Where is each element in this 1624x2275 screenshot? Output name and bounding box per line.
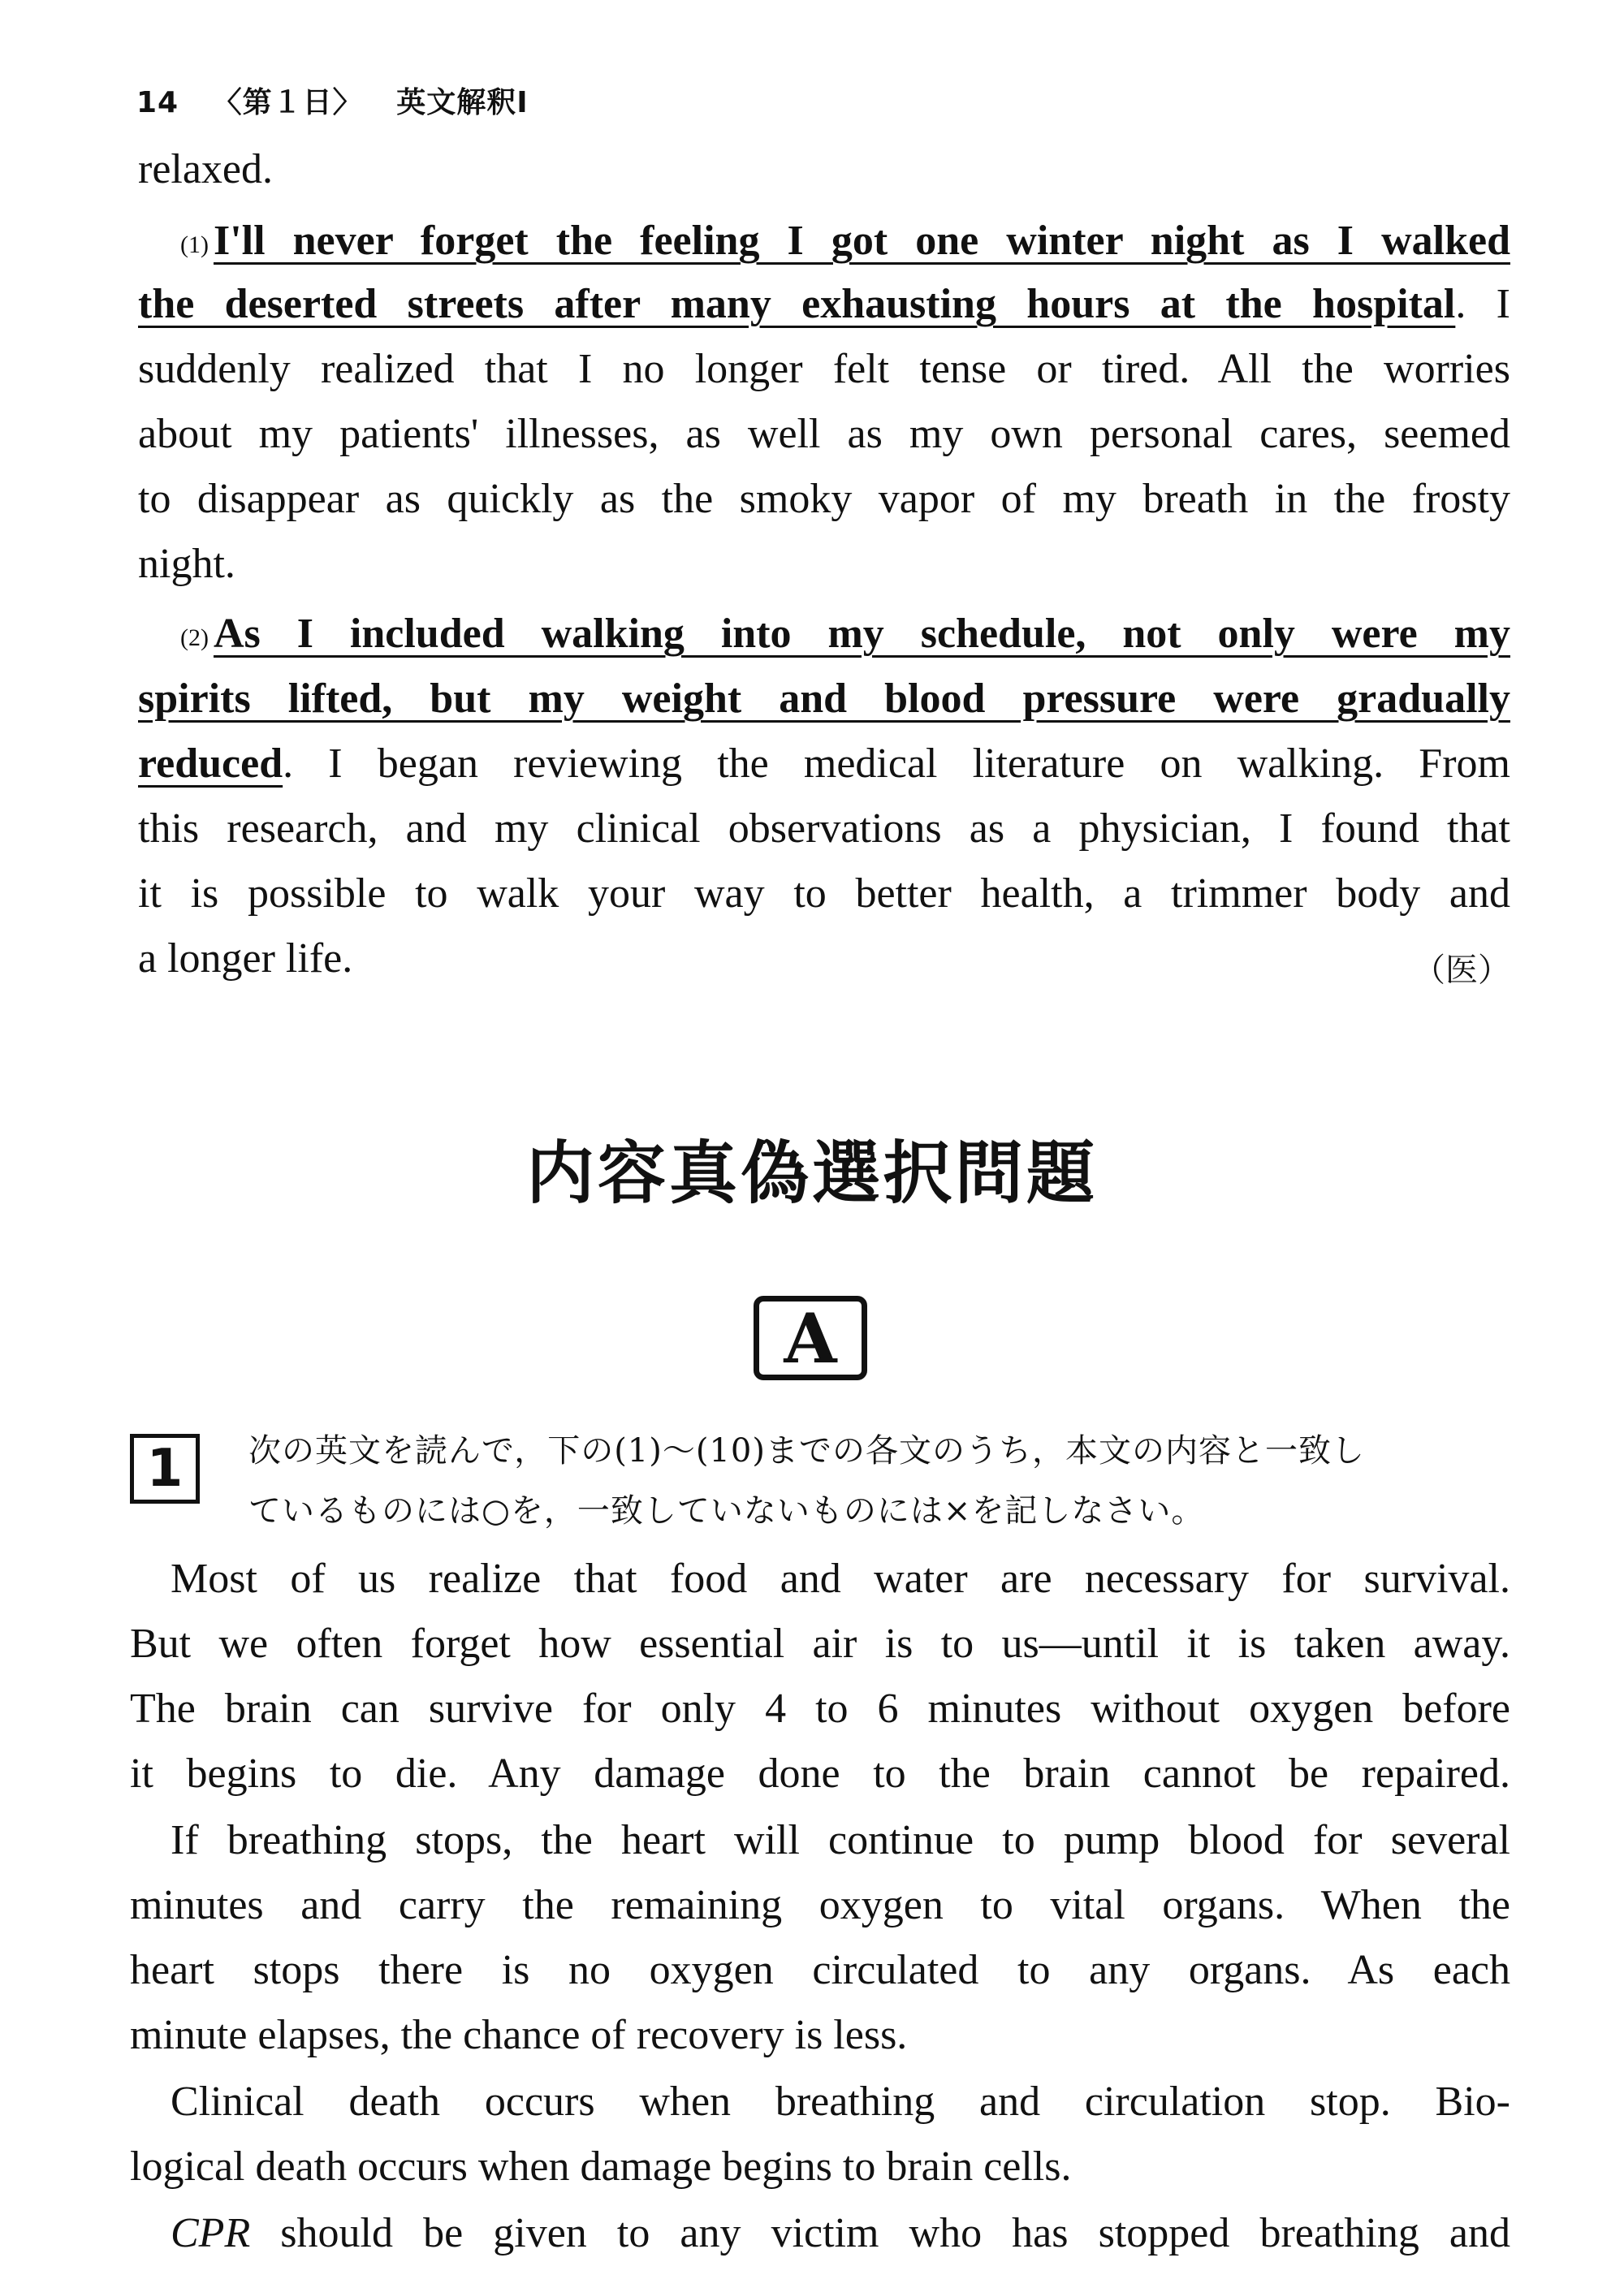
passage-line: night. xyxy=(138,541,235,587)
passage-line: this research, and my clinical observations as a physician, I found that xyxy=(138,805,1510,852)
passage-line: minute elapses, the chance of recovery is less. xyxy=(130,2012,908,2058)
underlined-text: reduced xyxy=(138,740,283,787)
source-label: （医） xyxy=(1413,952,1510,989)
italic-term: CPR xyxy=(171,2210,251,2256)
underlined-sentence-2-line-2 xyxy=(138,667,1510,731)
passage-line: relaxed. xyxy=(138,146,274,192)
underlined-sentence-2-line-3 xyxy=(138,732,1510,796)
passage-line: it begins to die. Any damage done to the brain cannot be repaired. xyxy=(130,1750,1510,1797)
underlined-sentence-2-line-1 xyxy=(180,602,1510,666)
underlined-text: the deserted streets after many exhausting hours at the hospital xyxy=(138,281,1456,327)
passage-line: minutes and carry the remaining oxygen to vital organs. When the xyxy=(130,1882,1510,1928)
question-number: 1 xyxy=(146,1439,184,1499)
section-label-box xyxy=(754,1296,867,1380)
sentence-marker-2: (2) xyxy=(180,624,209,651)
sentence-marker-1: (1) xyxy=(180,231,209,258)
passage-text: a longer life. xyxy=(138,935,353,982)
passage-text: should be given to any victim who has stopped breathing and xyxy=(250,2210,1510,2256)
passage-line: The brain can survive for only 4 to 6 minutes without oxygen before xyxy=(130,1686,1510,1732)
passage-line: about my patients' illnesses, as well as my own personal cares, seemed xyxy=(138,411,1510,457)
underlined-text: As I included walking into my schedule, not only were my xyxy=(213,611,1510,657)
question-instruction-line-1: 次の英文を読んで，下の(1)〜(10)までの各文のうち，本文の内容と一致し xyxy=(248,1432,1365,1470)
day-label: 〈第１日〉 xyxy=(212,86,363,119)
underlined-text: I'll never forget the feeling I got one winter night as I walked xyxy=(213,218,1510,264)
passage-line: But we often forget how essential air is to us—until it is taken away. xyxy=(130,1621,1510,1667)
underlined-text: spirits lifted, but my weight and blood pressure were gradually xyxy=(138,676,1510,722)
passage-text: . I xyxy=(1455,281,1510,327)
passage-line: Most of us realize that food and water are necessary for survival. xyxy=(171,1556,1510,1602)
section-title: 内容真偽選択問題 xyxy=(525,1133,1098,1213)
passage-text: . I began reviewing the medical literature on walking. From xyxy=(283,740,1510,787)
underlined-sentence-1-line-2 xyxy=(138,273,1510,336)
passage-last-line xyxy=(138,927,1510,991)
page-number: 14 xyxy=(136,86,179,119)
passage-line: it is possible to walk your way to better health, a trimmer body and xyxy=(138,870,1510,917)
section-label: A xyxy=(784,1297,837,1379)
running-header xyxy=(136,80,551,121)
chapter-title: 英文解釈Ⅰ xyxy=(396,86,529,119)
passage-line: If breathing stops, the heart will continue to pump blood for several xyxy=(171,1817,1510,1863)
passage-line: Clinical death occurs when breathing and circulation stop. Bio- xyxy=(171,2079,1510,2125)
passage-line: to disappear as quickly as the smoky vapor of my breath in the frosty xyxy=(138,476,1510,522)
passage-line: logical death occurs when damage begins to brain cells. xyxy=(130,2143,1072,2190)
question-number-box xyxy=(130,1434,200,1504)
question-instruction-line-2: ているものには○を，一致していないものには×を記しなさい。 xyxy=(248,1492,1205,1530)
passage-line xyxy=(171,2202,1510,2265)
passage-line: suddenly realized that I no longer felt tense or tired. All the worries xyxy=(138,346,1510,392)
underlined-sentence-1-line-1 xyxy=(180,209,1510,273)
passage-line: heart stops there is no oxygen circulated to any organs. As each xyxy=(130,1947,1510,1993)
